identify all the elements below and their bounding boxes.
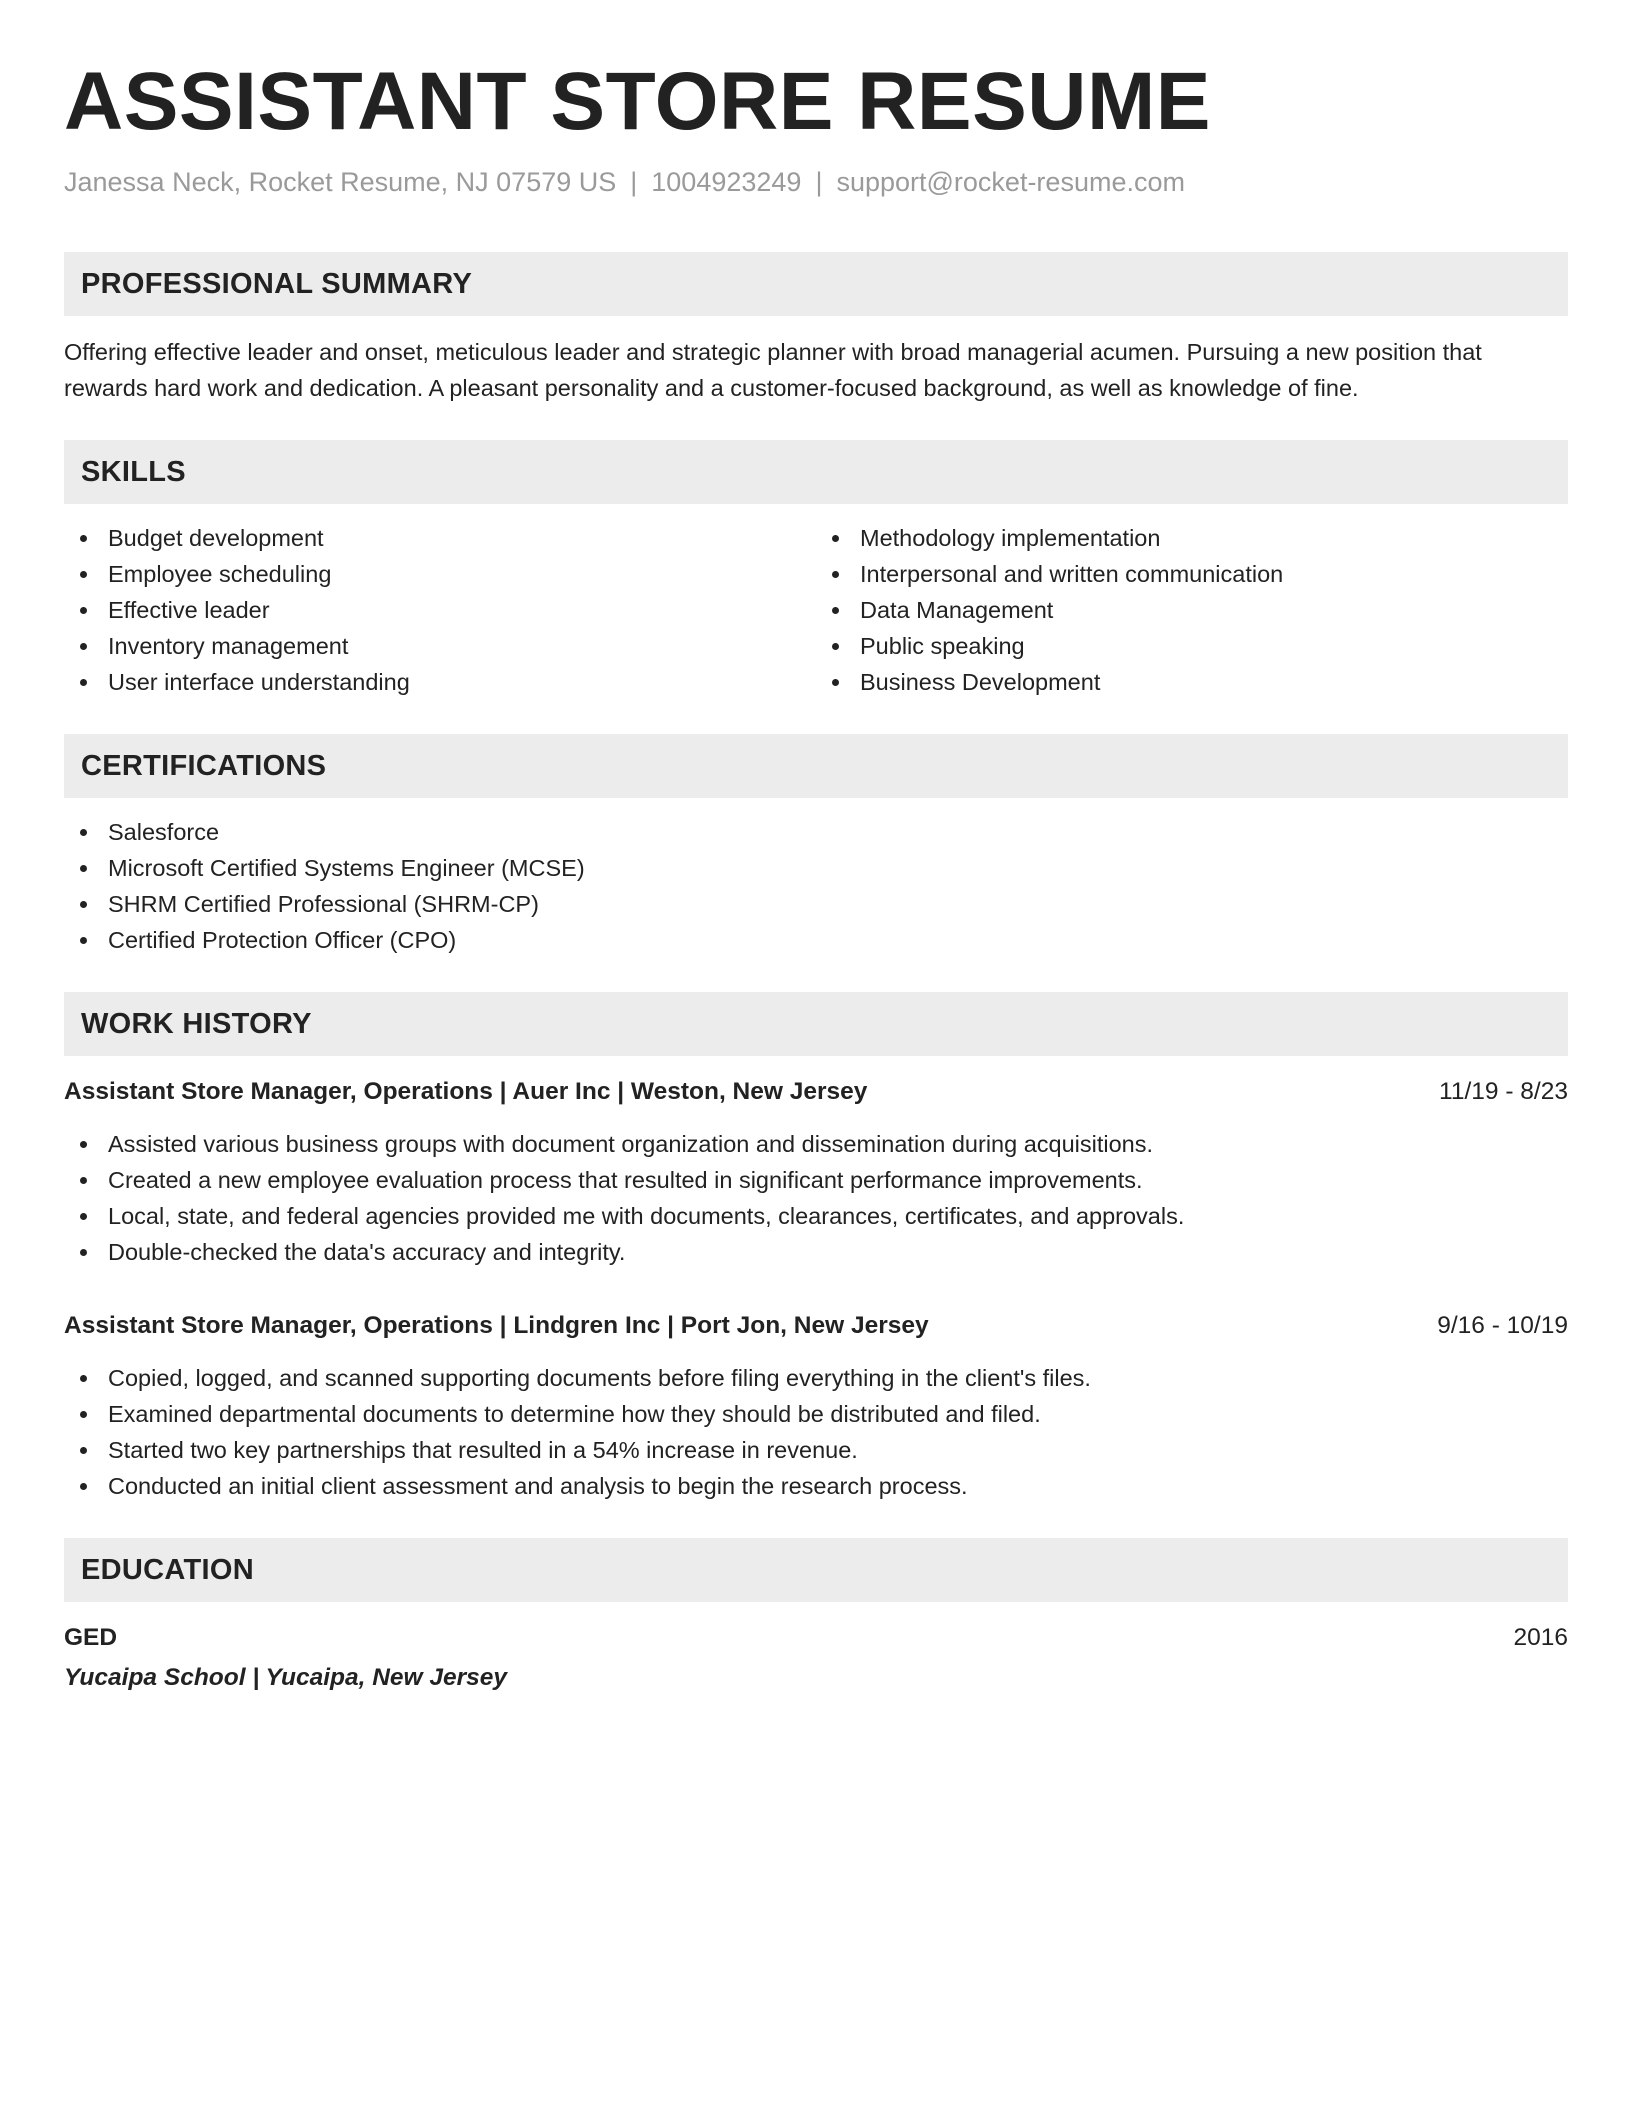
contact-separator: | [815, 167, 823, 197]
skill-item: Inventory management [64, 628, 816, 664]
contact-phone: 1004923249 [651, 167, 802, 197]
job-bullet: Started two key partnerships that resulted in a 54% increase in revenue. [64, 1432, 1568, 1468]
skills-grid [64, 504, 1568, 700]
summary-text: Offering effective leader and onset, meticulous leader and strategic planner with broad managerial acumen. Pursuing a new position that rewards hard work and dedication. A pleasant personality and a customer-focused background, as well as knowledge of fine. [64, 339, 1482, 401]
skills-column-right [816, 504, 1568, 700]
skill-item: Budget development [64, 520, 816, 556]
job-bullet: Created a new employee evaluation process that resulted in significant performance improvements. [64, 1162, 1568, 1198]
job-header [64, 1074, 1568, 1110]
contact-line [64, 164, 1568, 200]
education-header [64, 1620, 1568, 1656]
education-heading: EDUCATION [64, 1538, 1568, 1602]
job-bullet: Examined departmental documents to determine how they should be distributed and filed. [64, 1396, 1568, 1432]
job-bullets [64, 1360, 1568, 1504]
skills-column-left [64, 504, 816, 700]
certification-item: Microsoft Certified Systems Engineer (MCSE) [64, 850, 1568, 886]
work-history-heading: WORK HISTORY [64, 992, 1568, 1056]
job-dates: 9/16 - 10/19 [1437, 1312, 1568, 1339]
certification-item: SHRM Certified Professional (SHRM-CP) [64, 886, 1568, 922]
contact-address: Janessa Neck, Rocket Resume, NJ 07579 US [64, 167, 617, 197]
contact-separator: | [630, 167, 638, 197]
skills-list-right [816, 520, 1568, 700]
skills-heading: SKILLS [64, 440, 1568, 504]
certification-item: Salesforce [64, 814, 1568, 850]
job-bullets [64, 1126, 1568, 1270]
skill-item: Effective leader [64, 592, 816, 628]
job-bullet: Assisted various business groups with document organization and dissemination during acquisitions. [64, 1126, 1568, 1162]
skills-list-left [64, 520, 816, 700]
contact-email: support@rocket-resume.com [836, 167, 1185, 197]
summary-heading: PROFESSIONAL SUMMARY [64, 252, 1568, 316]
certifications-list [64, 814, 1568, 958]
skill-item: Interpersonal and written communication [816, 556, 1568, 592]
certifications-heading: CERTIFICATIONS [64, 734, 1568, 798]
job-bullet: Copied, logged, and scanned supporting documents before filing everything in the client's files. [64, 1360, 1568, 1396]
skill-item: Employee scheduling [64, 556, 816, 592]
skill-item: Data Management [816, 592, 1568, 628]
resume-title: ASSISTANT STORE RESUME [64, 56, 1211, 147]
education-school: Yucaipa School | Yucaipa, New Jersey [64, 1664, 508, 1691]
education-degree: GED [64, 1624, 118, 1651]
job-bullet: Conducted an initial client assessment and analysis to begin the research process. [64, 1468, 1568, 1504]
education-year: 2016 [1513, 1624, 1568, 1651]
skill-item: Public speaking [816, 628, 1568, 664]
skill-item: Business Development [816, 664, 1568, 700]
job-title: Assistant Store Manager, Operations | Auer Inc | Weston, New Jersey [64, 1078, 868, 1105]
skill-item: Methodology implementation [816, 520, 1568, 556]
job-dates: 11/19 - 8/23 [1439, 1078, 1568, 1105]
certification-item: Certified Protection Officer (CPO) [64, 922, 1568, 958]
skill-item: User interface understanding [64, 664, 816, 700]
job-bullet: Double-checked the data's accuracy and integrity. [64, 1234, 1568, 1270]
job-title: Assistant Store Manager, Operations | Lindgren Inc | Port Jon, New Jersey [64, 1312, 929, 1339]
job-header [64, 1308, 1568, 1344]
job-bullet: Local, state, and federal agencies provided me with documents, clearances, certificates, and approvals. [64, 1198, 1568, 1234]
